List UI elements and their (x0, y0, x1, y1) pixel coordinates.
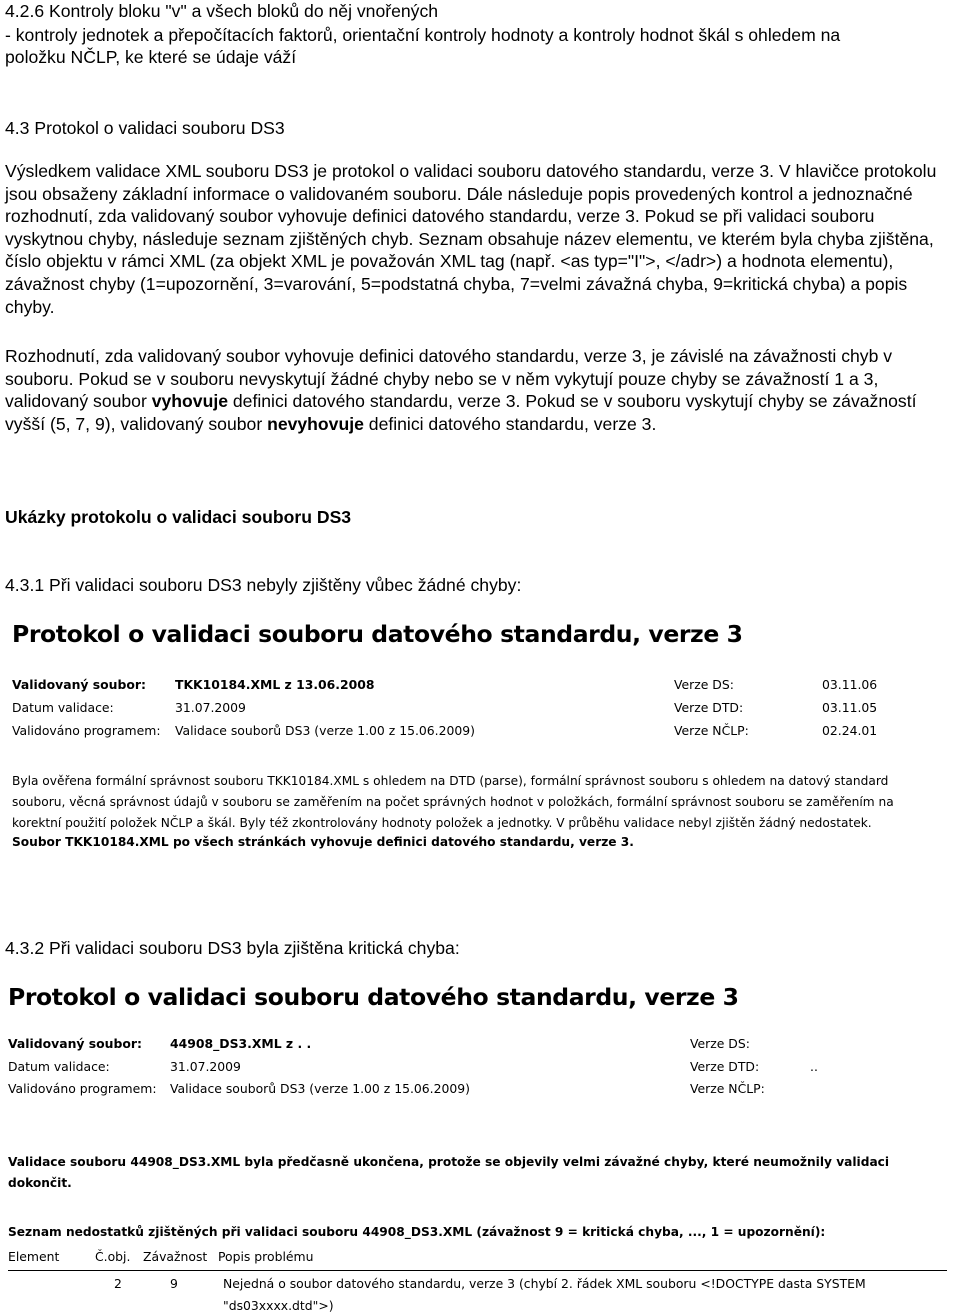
report-abort-message: Validace souboru 44908_DS3.XML byla předčasně ukončena, protože se objevily velmi závažné chyby, které neumožnily validaci dokončit. (8, 1155, 890, 1190)
date-value: 31.07.2009 (175, 700, 246, 715)
report-conclusion: Soubor TKK10184.XML po všech stránkách vyhovuje definici datového standardu, verze 3. (12, 835, 634, 849)
column-header: Popis problému (218, 1249, 314, 1264)
paragraph-line: - kontroly jednotek a přepočítacích faktorů, orientační kontroly hodnoty a kontroly hodnot škál s ohledem na (5, 25, 841, 45)
cell-description: Nejedná o soubor datového standardu, verze 3 (chybí 2. řádek XML souboru <!DOCTYPE dasta SYSTEM (223, 1276, 866, 1291)
date-label: Datum validace: (12, 700, 114, 715)
subsection-heading-431: 4.3.1 Při validaci souboru DS3 nebyly zjištěny vůbec žádné chyby: (5, 575, 522, 595)
ds-label: Verze DS: (690, 1036, 750, 1051)
nclp-label: Verze NČLP: (690, 1081, 765, 1096)
table-divider (8, 1270, 947, 1271)
column-header: Č.obj. (95, 1249, 131, 1264)
examples-heading: Ukázky protokolu o validaci souboru DS3 (5, 507, 352, 527)
cell-object-number: 2 (114, 1276, 122, 1291)
bold-nevyhovuje: nevyhovuje (267, 413, 364, 434)
cell-description: "ds03xxxx.dtd">) (223, 1298, 334, 1313)
file-value: 44908_DS3.XML z . . (170, 1036, 312, 1051)
ds-label: Verze DS: (674, 677, 734, 692)
nclp-value: 02.24.01 (822, 723, 878, 738)
program-label: Validováno programem: (12, 723, 161, 738)
ds-value: 03.11.06 (822, 677, 878, 692)
date-value: 31.07.2009 (170, 1059, 241, 1074)
section-heading-43: 4.3 Protokol o validaci souboru DS3 (5, 118, 285, 138)
report-title: Protokol o validaci souboru datového standardu, verze 3 (12, 620, 743, 648)
bold-vyhovuje: vyhovuje (151, 391, 228, 412)
report-title: Protokol o validaci souboru datového standardu, verze 3 (8, 983, 739, 1011)
program-value: Validace souborů DS3 (verze 1.00 z 15.06.2009) (175, 723, 475, 738)
column-header: Závažnost (143, 1249, 208, 1264)
dtd-label: Verze DTD: (690, 1059, 760, 1074)
paragraph-line: položku NČLP, ke které se údaje váží (5, 47, 297, 67)
file-label: Validovaný soubor: (12, 677, 146, 692)
program-label: Validováno programem: (8, 1081, 157, 1096)
cell-severity: 9 (170, 1276, 178, 1291)
dtd-label: Verze DTD: (674, 700, 744, 715)
file-value: TKK10184.XML z 13.06.2008 (175, 677, 375, 692)
column-header: Element (8, 1249, 60, 1264)
section-heading-426: 4.2.6 Kontroly bloku "v" a všech bloků do něj vnořených (5, 1, 439, 21)
program-value: Validace souborů DS3 (verze 1.00 z 15.06.2009) (170, 1081, 470, 1096)
error-list-heading: Seznam nedostatků zjištěných při validaci souboru 44908_DS3.XML (závažnost 9 = kritická chyba, ..., 1 = upozornění): (8, 1225, 826, 1239)
dtd-value: 03.11.05 (822, 700, 878, 715)
decision-paragraph: Rozhodnutí, zda validovaný soubor vyhovuje definici datového standardu, verze 3, je závislé na závažnosti chyb v souboru. Pokud se v souboru nevyskytují žádné chyby nebo se v něm vykytují pouze chyby se závažností 1 a 3, validovaný soubor vyhovuje definici datového standardu, verze 3. Pokud se v souboru vyskytují chyby se závažností vyšší (5, 7, 9), validovaný soubor nevyhovuje definici datového standardu, verze 3. (5, 346, 917, 434)
dtd-value: .. (810, 1059, 818, 1074)
date-label: Datum validace: (8, 1059, 110, 1074)
nclp-label: Verze NČLP: (674, 723, 749, 738)
file-label: Validovaný soubor: (8, 1036, 142, 1051)
report-summary: Byla ověřena formální správnost souboru TKK10184.XML s ohledem na DTD (parse), formální správnost souboru s ohledem na datový standard souboru, věcná správnost údajů v souboru se zaměřením na počet správných hodnot v položkách, formální správnost souboru se zaměřením na korektní použití položek NČLP a škál. Byly též zkontrolovány hodnoty položek a jednotky. V průběhu validace nebyl zjištěn žádný nedostatek. Soubor TKK10184.XML po všech stránkách vyhovuje definici datového standardu, verze 3. (12, 774, 894, 849)
intro-paragraph: Výsledkem validace XML souboru DS3 je protokol o validaci souboru datového standardu, verze 3. V hlavičce protokolu jsou obsaženy základní informace o validovaném souboru. Dále následuje popis provedených kontrol a jednoznačné rozhodnutí, zda validovaný soubor vyhovuje definici datového standardu, verze 3. Pokud se při validaci souboru vyskytnou chyby, následuje seznam zjištěných chyb. Seznam obsahuje název elementu, ve kterém byla chyba zjištěna, číslo objektu v rámci XML (za objekt XML je považován XML tag (např. <as typ="I">, </adr>) a hodnota elementu), závažnost chyby (1=upozornění, 3=varování, 5=podstatná chyba, 7=velmi závažná chyba, 9=kritická chyba) a popis chyby. (5, 161, 937, 317)
subsection-heading-432: 4.3.2 Při validaci souboru DS3 byla zjištěna kritická chyba: (5, 938, 460, 958)
